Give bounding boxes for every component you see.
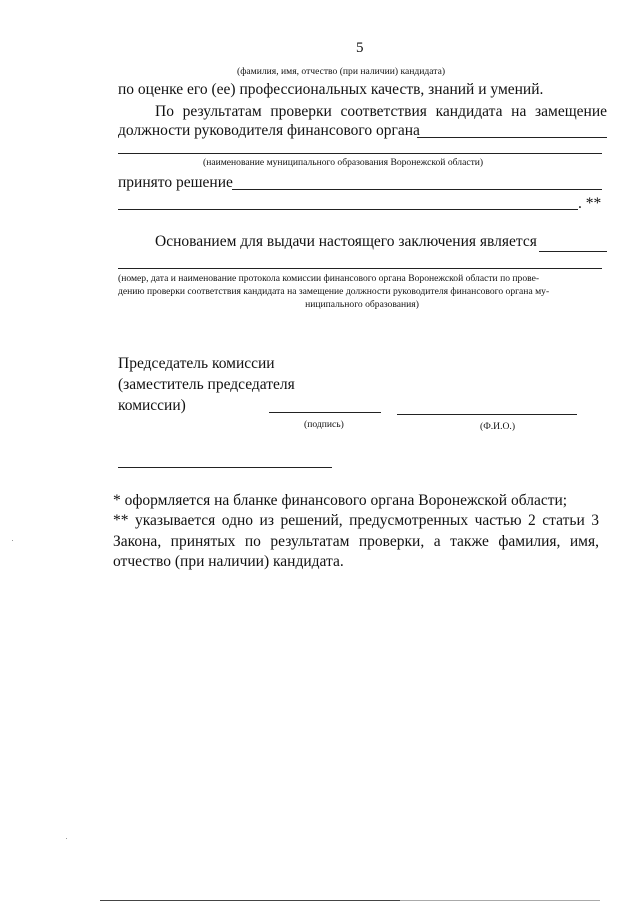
caption-fio: (Ф.И.О.) [480,421,516,432]
footnote-1: * оформляется на бланке финансового органа Воронежской области; [113,492,568,509]
chair-line3: комиссии) [118,397,186,414]
footnote-2: ** указывается одно из решений, предусмотренных частью 2 статьи 3 Закона, принятых по результатам проверки, а также фамилия, имя, отчество (при наличии) кандидата. [113,512,599,570]
decision-label: принято решение [118,174,233,191]
bottom-rule [100,900,400,901]
footnote-separator [118,467,332,468]
scan-speck [66,838,67,839]
chair-line2: (заместитель председателя [118,376,295,393]
fio-fill-line [397,414,577,415]
scan-speck [12,540,13,541]
basis-fill-line-2 [118,268,602,269]
caption-municipality: (наименование муниципального образования Воронежской области) [203,157,484,168]
signature-fill-line [269,412,381,413]
check-paragraph-line1: По результатам проверки соответствия кандидата на замещение [155,103,607,120]
position-fill-line [417,137,607,138]
bottom-rule-faint [400,900,600,901]
basis-text: Основанием для выдачи настоящего заключения является [155,233,537,250]
assessment-line: по оценке его (ее) профессиональных качеств, знаний и умений. [118,81,544,98]
check-paragraph-line2: должности руководителя финансового органа [118,122,420,139]
chair-line1: Председатель комиссии [118,355,275,372]
basis-fill-line-1 [539,251,607,252]
decision-fill-line-1 [232,189,602,190]
caption-signature: (подпись) [304,419,344,430]
municipality-fill-line [118,153,602,154]
page-number: 5 [356,40,364,56]
caption-protocol-line3: ниципального образования) [305,299,419,310]
decision-fill-line-2 [118,209,578,210]
decision-suffix: . ** [578,195,602,212]
caption-protocol-line2: дению проверки соответствия кандидата на замещение должности руководителя финансового органа му- [118,286,550,297]
caption-protocol-line1: (номер, дата и наименование протокола комиссии финансового органа Воронежской области по прове- [118,273,540,284]
caption-candidate-name: (фамилия, имя, отчество (при наличии) кандидата) [237,66,446,77]
